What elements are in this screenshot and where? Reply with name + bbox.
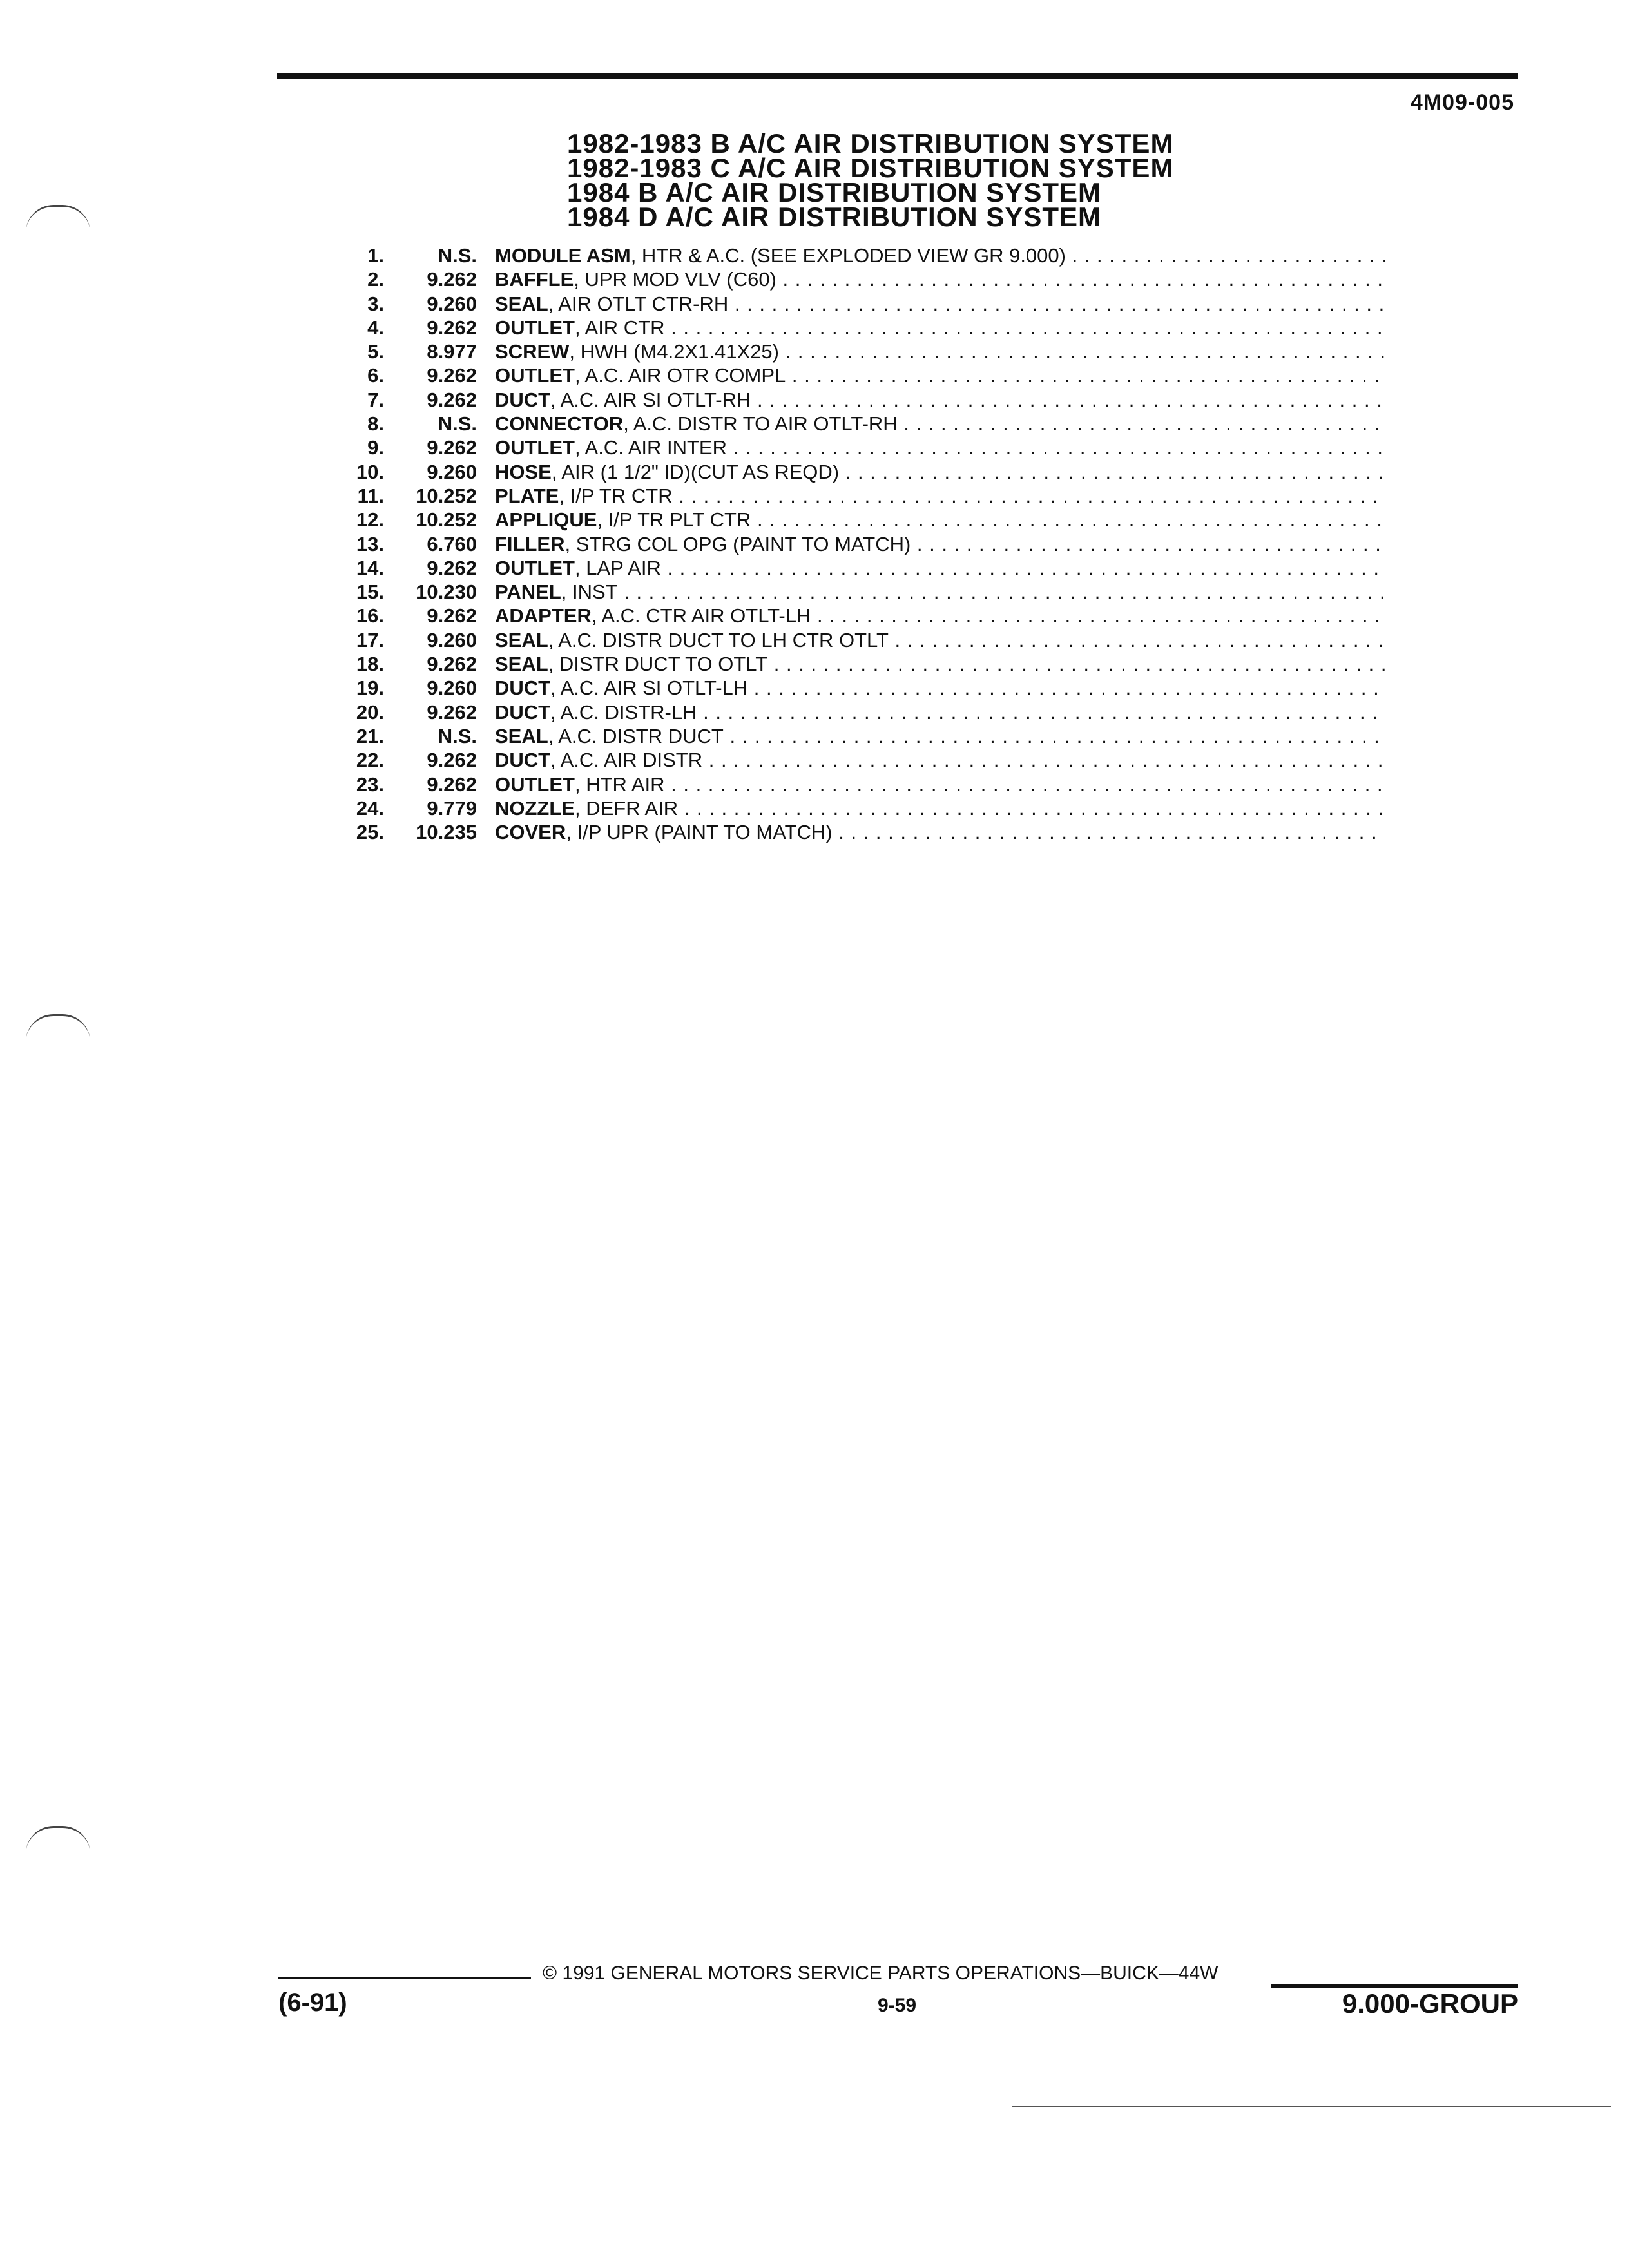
part-spec: , AIR OTLT CTR-RH [548, 292, 729, 315]
title-block [567, 128, 1276, 232]
part-item-number: 23. [356, 773, 384, 796]
part-group-number: 9.260 [427, 292, 477, 315]
part-description [495, 460, 1385, 484]
part-item-number: 22. [356, 749, 384, 772]
part-name: OUTLET [495, 556, 575, 579]
part-name: DUCT [495, 677, 551, 700]
part-group-number: 9.262 [427, 268, 477, 291]
part-item-number: 6. [367, 364, 384, 387]
part-row [342, 244, 1385, 267]
part-spec: , A.C. AIR SI OTLT-RH [550, 388, 751, 411]
part-item-number: 21. [356, 724, 384, 747]
part-description [495, 436, 1385, 459]
part-name: CONNECTOR [495, 412, 624, 436]
part-group-number: 9.262 [427, 773, 477, 796]
part-group-number: 9.260 [427, 628, 477, 651]
part-item-number: 9. [367, 436, 384, 459]
part-item-number: 4. [367, 316, 384, 339]
part-group-number: 9.262 [427, 316, 477, 339]
part-spec: , I/P TR PLT CTR [597, 508, 751, 532]
part-spec: , HTR AIR [575, 773, 665, 796]
part-description [495, 532, 1385, 556]
part-name: OUTLET [495, 773, 575, 796]
part-row [342, 316, 1385, 340]
part-spec: , I/P UPR (PAINT TO MATCH) [566, 821, 833, 844]
part-item-number: 8. [367, 412, 384, 436]
part-item-number: 12. [356, 508, 384, 532]
scan-edge-line [1012, 2106, 1611, 2107]
part-group-number: 10.230 [416, 581, 477, 604]
part-description [495, 724, 1385, 748]
part-group-number: 10.252 [416, 508, 477, 532]
part-row [342, 820, 1385, 844]
part-description [495, 244, 1385, 267]
part-row [342, 363, 1385, 387]
part-row [342, 652, 1385, 676]
part-description [495, 267, 1385, 291]
part-name: APPLIQUE [495, 508, 597, 532]
part-group-number: 9.262 [427, 700, 477, 724]
part-spec: , HTR & A.C. (SEE EXPLODED VIEW GR 9.000) [630, 244, 1066, 267]
part-item-number: 13. [356, 532, 384, 555]
part-row [342, 748, 1385, 772]
part-description [495, 676, 1385, 700]
part-description [495, 773, 1385, 796]
part-group-number: 10.235 [416, 821, 477, 844]
part-name: OUTLET [495, 436, 575, 459]
part-name: SEAL [495, 724, 548, 747]
part-row [342, 436, 1385, 459]
part-spec: , AIR (1 1/2" ID)(CUT AS REQD) [551, 460, 840, 483]
part-group-number: N.S. [438, 244, 477, 267]
part-name: SEAL [495, 292, 548, 315]
part-group-number: 9.262 [427, 749, 477, 772]
binder-hole-mark [26, 1826, 90, 1854]
part-description [495, 580, 1385, 604]
part-description [495, 556, 1385, 580]
part-row [342, 508, 1385, 532]
part-item-number: 18. [356, 653, 384, 676]
part-name: PANEL [495, 581, 561, 604]
part-row [342, 676, 1385, 700]
part-name: HOSE [495, 460, 552, 483]
part-spec: , HWH (M4.2X1.41X25) [569, 340, 779, 363]
part-item-number: 1. [367, 244, 384, 267]
top-rule [277, 73, 1518, 79]
part-description [495, 508, 1385, 532]
part-row [342, 388, 1385, 412]
part-group-number: 9.260 [427, 460, 477, 483]
part-spec: , LAP AIR [575, 556, 661, 579]
part-item-number: 25. [356, 821, 384, 844]
part-spec: , A.C. DISTR TO AIR OTLT-RH [623, 412, 898, 436]
part-row [342, 412, 1385, 436]
part-item-number: 10. [356, 460, 384, 483]
copyright-notice: © 1991 GENERAL MOTORS SERVICE PARTS OPERATIONS—BUICK—44W [543, 1963, 1219, 1984]
part-group-number: 9.262 [427, 556, 477, 579]
part-group-number: 8.977 [427, 340, 477, 363]
part-group-number: 9.262 [427, 436, 477, 459]
part-item-number: 24. [356, 796, 384, 820]
part-row [342, 556, 1385, 580]
part-name: DUCT [495, 749, 551, 772]
part-item-number: 17. [356, 628, 384, 651]
part-description [495, 484, 1385, 508]
part-description [495, 316, 1385, 340]
part-group-number: 9.260 [427, 677, 477, 700]
part-item-number: 16. [356, 604, 384, 628]
part-name: FILLER [495, 532, 565, 555]
part-group-number: 10.252 [416, 484, 477, 507]
part-group-number: N.S. [438, 412, 477, 436]
part-row [342, 724, 1385, 748]
part-name: ADAPTER [495, 604, 592, 628]
part-name: SCREW [495, 340, 570, 363]
part-description [495, 796, 1385, 820]
part-spec: , A.C. AIR INTER [575, 436, 727, 459]
part-group-number: 9.779 [427, 796, 477, 820]
part-name: PLATE [495, 484, 559, 507]
title-line: 1984 B A/C AIR DISTRIBUTION SYSTEM [567, 177, 1102, 207]
part-item-number: 5. [367, 340, 384, 363]
part-spec: , AIR CTR [575, 316, 665, 339]
part-spec: , A.C. DISTR DUCT [548, 724, 724, 747]
part-description [495, 700, 1385, 724]
part-description [495, 820, 1385, 844]
part-row [342, 267, 1385, 291]
part-item-number: 2. [367, 268, 384, 291]
part-spec: , DEFR AIR [575, 796, 679, 820]
part-item-number: 15. [356, 581, 384, 604]
part-item-number: 20. [356, 700, 384, 724]
title-line: 1982-1983 C A/C AIR DISTRIBUTION SYSTEM [567, 153, 1174, 183]
part-group-number: 9.262 [427, 653, 477, 676]
part-row [342, 580, 1385, 604]
part-name: NOZZLE [495, 796, 575, 820]
part-row [342, 292, 1385, 316]
part-spec: , A.C. AIR OTR COMPL [575, 364, 786, 387]
part-spec: , A.C. AIR DISTR [550, 749, 703, 772]
parts-list [342, 244, 1385, 844]
part-description [495, 652, 1385, 676]
footer-rule-left [278, 1977, 531, 1979]
part-description [495, 363, 1385, 387]
part-description [495, 292, 1385, 316]
part-spec: , A.C. CTR AIR OTLT-LH [591, 604, 811, 628]
binder-hole-mark [26, 1014, 90, 1042]
document-code: 4M09-005 [1410, 90, 1514, 115]
part-name: MODULE ASM [495, 244, 631, 267]
part-spec: , STRG COL OPG (PAINT TO MATCH) [564, 532, 911, 555]
part-description [495, 388, 1385, 412]
part-row [342, 532, 1385, 556]
part-item-number: 7. [367, 388, 384, 411]
part-group-number: 9.262 [427, 604, 477, 628]
part-row [342, 604, 1385, 628]
page-number: 9-59 [878, 1995, 917, 2016]
part-spec: , A.C. DISTR-LH [550, 700, 697, 724]
part-row [342, 484, 1385, 508]
part-group-number: N.S. [438, 724, 477, 747]
part-row [342, 773, 1385, 796]
part-name: OUTLET [495, 316, 575, 339]
part-group-number: 9.262 [427, 388, 477, 411]
title-line: 1984 D A/C AIR DISTRIBUTION SYSTEM [567, 202, 1102, 232]
part-row [342, 796, 1385, 820]
part-spec: , A.C. AIR SI OTLT-LH [550, 677, 748, 700]
part-description [495, 604, 1385, 628]
part-name: BAFFLE [495, 268, 574, 291]
part-item-number: 14. [356, 556, 384, 579]
title-line: 1982-1983 B A/C AIR DISTRIBUTION SYSTEM [567, 128, 1174, 159]
binder-hole-mark [26, 205, 90, 233]
part-description [495, 748, 1385, 772]
part-row [342, 700, 1385, 724]
part-item-number: 11. [357, 484, 384, 507]
part-name: SEAL [495, 653, 548, 676]
part-spec: , INST [561, 581, 618, 604]
part-spec: , I/P TR CTR [559, 484, 673, 507]
part-description [495, 628, 1385, 652]
revision-date-code: (6-91) [278, 1988, 347, 2017]
group-code: 9.000-GROUP [1342, 1988, 1518, 2019]
part-description [495, 340, 1385, 363]
part-name: COVER [495, 821, 566, 844]
part-spec: , UPR MOD VLV (C60) [574, 268, 776, 291]
part-spec: , A.C. DISTR DUCT TO LH CTR OTLT [548, 628, 889, 651]
part-row [342, 460, 1385, 484]
part-row [342, 340, 1385, 363]
part-group-number: 9.262 [427, 364, 477, 387]
part-row [342, 628, 1385, 652]
part-name: DUCT [495, 700, 551, 724]
part-group-number: 6.760 [427, 532, 477, 555]
part-name: SEAL [495, 628, 548, 651]
part-item-number: 19. [356, 677, 384, 700]
part-name: OUTLET [495, 364, 575, 387]
part-description [495, 412, 1385, 436]
part-item-number: 3. [367, 292, 384, 315]
part-name: DUCT [495, 388, 551, 411]
part-spec: , DISTR DUCT TO OTLT [548, 653, 768, 676]
